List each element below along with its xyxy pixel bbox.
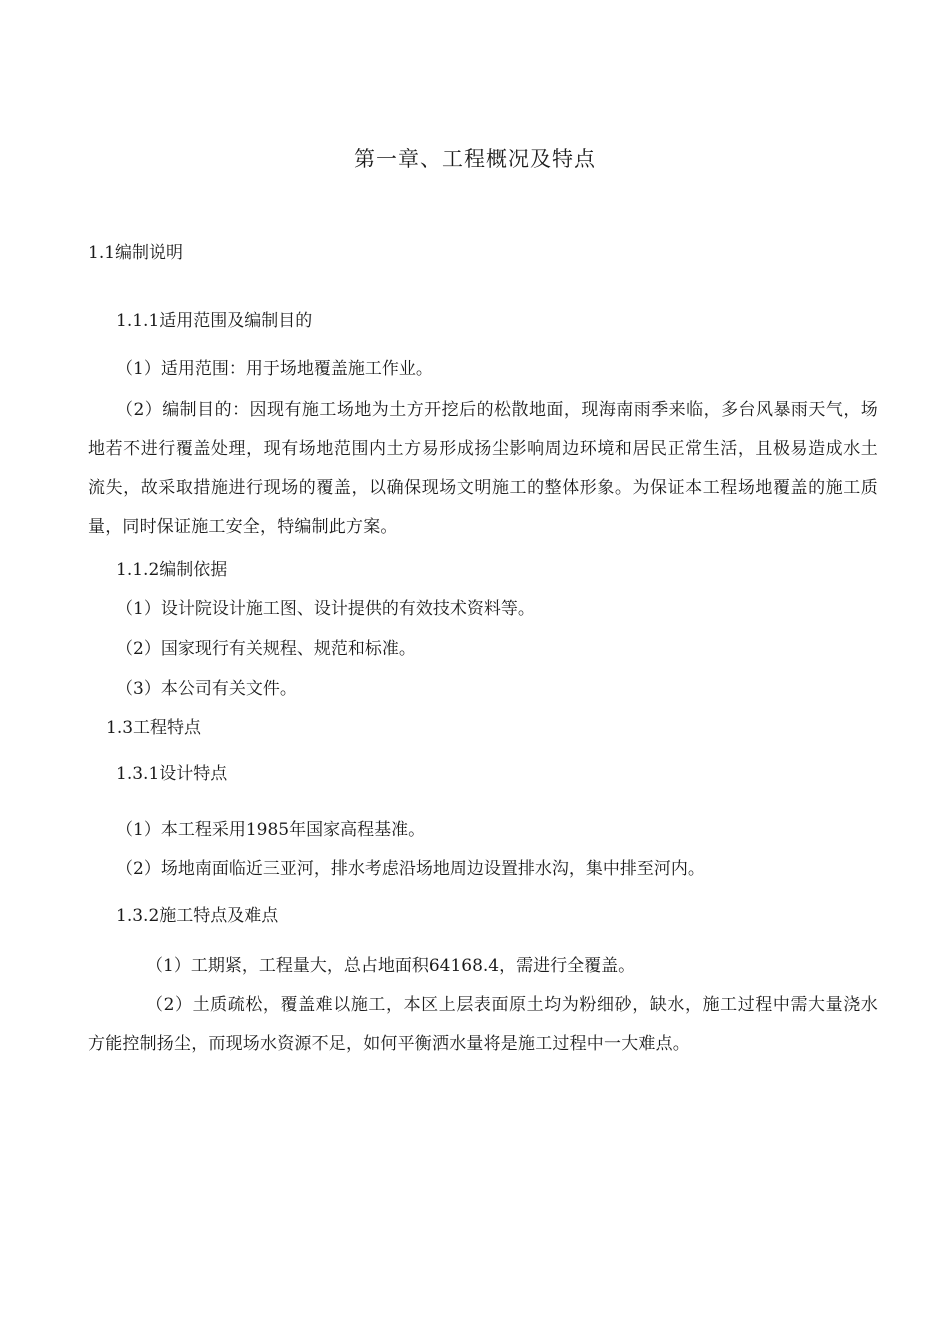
construction-item-1: （1）工期紧，工程量大，总占地面积64168.4，需进行全覆盖。 (146, 956, 636, 976)
section-1-1-1-heading: 1.1.1适用范围及编制目的 (116, 311, 313, 331)
chapter-title: 第一章、工程概况及特点 (354, 147, 596, 171)
basis-item: （1）设计院设计施工图、设计提供的有效技术资料等。 (116, 599, 535, 619)
section-1-3-1-heading: 1.3.1设计特点 (116, 764, 228, 784)
section-1-3-2-heading: 1.3.2施工特点及难点 (116, 906, 279, 926)
section-1-1-2-heading: 1.1.2编制依据 (116, 560, 228, 580)
design-item: （1）本工程采用1985年国家高程基准。 (116, 820, 426, 840)
section-1-3-heading: 1.3工程特点 (106, 718, 202, 738)
basis-item: （3）本公司有关文件。 (116, 679, 297, 699)
design-item: （2）场地南面临近三亚河，排水考虑沿场地周边设置排水沟，集中排至河内。 (116, 859, 705, 879)
basis-item: （2）国家现行有关规程、规范和标准。 (116, 639, 416, 659)
scope-paragraph: （1）适用范围：用于场地覆盖施工作业。 (116, 359, 433, 379)
purpose-paragraph: （2）编制目的：因现有施工场地为土方开挖后的松散地面，现海南雨季来临，多台风暴雨天气，场地若不进行覆盖处理，现有场地范围内土方易形成扬尘影响周边环境和居民正常生活，且极易造成水土流失，故采取措施进行现场的覆盖，以确保现场文明施工的整体形象。为保证本工程场地覆盖的施工质量，同时保证施工安全，特编制此方案。 (88, 400, 878, 537)
section-1-1-heading: 1.1编制说明 (88, 243, 184, 263)
construction-item-2: （2）土质疏松，覆盖难以施工，本区上层表面原土均为粉细砂，缺水，施工过程中需大量浇水方能控制扬尘，而现场水资源不足，如何平衡洒水量将是施工过程中一大难点。 (88, 995, 878, 1054)
